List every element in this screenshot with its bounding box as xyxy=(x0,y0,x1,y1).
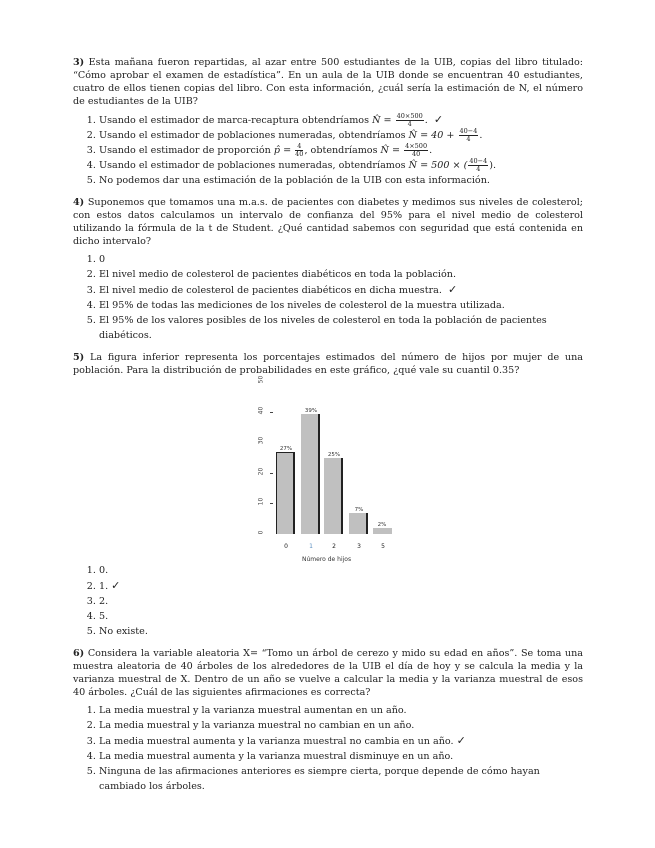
y-tick-mark xyxy=(270,412,273,413)
q3-options xyxy=(73,112,583,188)
question-number: 4) xyxy=(73,197,85,208)
bar-value-label: 2% xyxy=(377,522,387,528)
bar-value-label: 7% xyxy=(354,507,364,513)
check-icon: ✓ xyxy=(456,734,466,747)
q4-option-5: 5. El 95% de los valores posibles de los niveles de colesterol en toda la población de pacientes diabéticos. xyxy=(99,313,583,343)
x-tick-label: 3 xyxy=(357,543,361,550)
y-tick-mark xyxy=(270,473,273,474)
fraction: $\frac{40\times 500}{4}$ xyxy=(396,112,423,128)
q5-option-5: 5. No existe. xyxy=(99,624,583,639)
question-number: 6) xyxy=(73,648,85,659)
bar-1 xyxy=(301,414,320,534)
x-tick-label: 2 xyxy=(332,543,336,550)
y-tick-mark xyxy=(270,503,273,504)
q3-option-1: 1. Usando el estimador de marca-recaptura obtendríamos N̂ = $\frac{40\times 500}{4}$ . ✓ xyxy=(99,112,583,128)
y-tick-label: 20 xyxy=(257,467,265,476)
fraction: $\frac{40-4}{4}$ xyxy=(459,127,478,143)
x-tick-label: 1 xyxy=(309,543,313,550)
y-tick-label: 50 xyxy=(257,375,265,384)
x-tick-label: 5 xyxy=(381,543,385,550)
question-4 xyxy=(73,196,583,248)
q5-options xyxy=(73,563,583,639)
bar-0 xyxy=(276,452,295,534)
q3-option-2: 2. Usando el estimador de poblaciones numeradas, obtendríamos N̂ = 40 + $\frac{40-4}{4}$ . xyxy=(99,128,583,143)
q5-option-2: 2. 1. ✓ xyxy=(99,578,583,594)
x-tick-label: 0 xyxy=(284,543,288,550)
y-tick-label: 0 xyxy=(257,530,265,535)
q3-option-3: 3. Usando el estimador de proporción p̂ = $\frac{4}{40}$ , obtendríamos N̂ = $\frac{4\times 500}{40}$ . xyxy=(99,143,583,158)
x-axis-label: Número de hijos xyxy=(302,556,352,563)
q5-option-3: 3. 2. xyxy=(99,594,583,609)
q6-option-4: 4. La media muestral aumenta y la varianza muestral disminuye en un año. xyxy=(99,749,583,764)
question-text: La figura inferior representa los porcentajes estimados del número de hijos por mujer de una población. Para la distribución de probabilidades en este gráfico, ¿qué vale su cuantil 0.35? xyxy=(73,352,583,376)
check-icon: ✓ xyxy=(433,113,444,126)
q4-option-1: 1. 0 xyxy=(99,252,583,267)
bar-value-label: 25% xyxy=(327,452,341,458)
q5-option-1: 1. 0. xyxy=(99,563,583,578)
y-tick-label: 10 xyxy=(257,497,265,506)
q6-option-3: 3. La media muestral aumenta y la varianza muestral no cambia en un año. ✓ xyxy=(99,733,583,749)
q4-option-2: 2. El nivel medio de colesterol de pacientes diabéticos en toda la población. xyxy=(99,267,583,282)
fraction: $\frac{4\times 500}{40}$ xyxy=(405,142,428,158)
fraction: $\frac{40-4}{4}$ xyxy=(469,157,488,173)
bar-3 xyxy=(349,513,368,534)
bar-value-label: 39% xyxy=(304,408,318,414)
q3-option-5: 5. No podemos dar una estimación de la población de la UIB con esta información. xyxy=(99,173,583,188)
question-text: Considera la variable aleatoria X= “Tomo un árbol de cerezo y mido su edad en años”. Se toma una muestra aleatoria de 40 árboles de los alrededores de la UIB el día de hoy y se calcula la media y la varianza muestral de X. Dentro de un año se vuelve a calcular la media y la varianza muestral de esos 40 árboles. ¿Cuál de las siguientes afirmaciones es correcta? xyxy=(73,648,583,698)
bar-5 xyxy=(373,528,392,534)
q6-option-5: 5. Ninguna de las afirmaciones anteriores es siempre cierta, porque depende de cómo hayan cambiado los árboles. xyxy=(99,764,583,794)
bar-value-label: 27% xyxy=(279,446,293,452)
question-number: 5) xyxy=(73,352,85,363)
bar-2 xyxy=(324,458,343,534)
question-3 xyxy=(73,56,583,108)
q4-option-3: 3. El nivel medio de colesterol de pacientes diabéticos en dicha muestra. ✓ xyxy=(99,282,583,298)
question-6 xyxy=(73,647,583,699)
q6-option-2: 2. La media muestral y la varianza muestral no cambian en un año. xyxy=(99,718,583,733)
question-text: Esta mañana fueron repartidas, al azar entre 500 estudiantes de la UIB, copias del libro titulado: “Cómo aprobar el examen de estadística”. En un aula de la UIB donde se encuentran 40 estudiantes, cuatro de ellos tienen copias del libro. Con esta información, ¿cuál sería la estimación de N, el número de estudiantes de la UIB? xyxy=(73,57,583,107)
y-tick-label: 40 xyxy=(257,406,265,415)
check-icon: ✓ xyxy=(111,579,121,592)
q4-option-4: 4. El 95% de todas las mediciones de los niveles de colesterol de la muestra utilizada. xyxy=(99,298,583,313)
q4-options xyxy=(73,252,583,343)
question-text: Suponemos que tomamos una m.a.s. de pacientes con diabetes y medimos sus niveles de colesterol; con estos datos calculamos un intervalo de confianza del 95% para el nivel medio de colesterol utilizando la fórmula de la t de Student. ¿Qué cantidad sabemos con seguridad que está contenida en dicho intervalo? xyxy=(73,197,583,247)
fraction: $\frac{4}{40}$ xyxy=(295,142,304,158)
q5-option-4: 4. 5. xyxy=(99,609,583,624)
y-tick-label: 30 xyxy=(257,436,265,445)
bar-chart xyxy=(250,370,410,570)
q6-options xyxy=(73,703,583,794)
q6-option-1: 1. La media muestral y la varianza muestral aumentan en un año. xyxy=(99,703,583,718)
q3-option-4: 4. Usando el estimador de poblaciones numeradas, obtendríamos N̂ = 500 × ( $\frac{40-4}{4}$ ). xyxy=(99,158,583,173)
question-number: 3) xyxy=(73,57,85,68)
check-icon: ✓ xyxy=(448,283,458,296)
